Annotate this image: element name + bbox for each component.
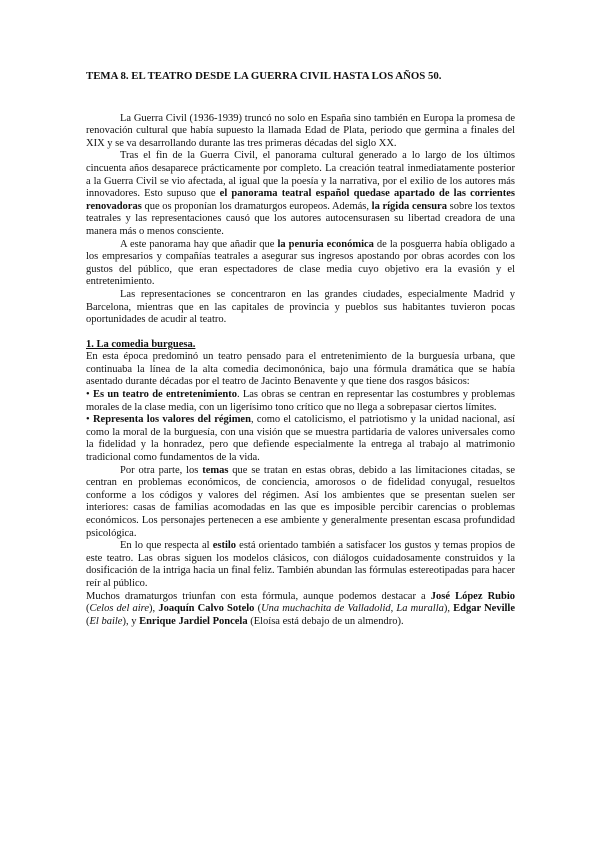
text-run: A este panorama hay que añadir que	[120, 238, 278, 250]
intro-paragraph-3	[86, 239, 515, 289]
section-paragraph-1: En esta época predominó un teatro pensado para el entretenimiento de la burguesía urbana, que continuaba la línea de la alta comedia decimonónica, bajo una fórmula dramática que se había asentado durante décadas por el teatro de Jacinto Benavente y que tiene dos rasgos básicos:	[86, 351, 515, 388]
text-run: (	[86, 615, 90, 627]
work-title: Celos del aire	[89, 603, 150, 615]
author-name: Enrique Jardiel Poncela	[139, 615, 248, 627]
bullet-marker: •	[86, 414, 93, 426]
section-paragraph-4	[86, 591, 515, 629]
bold-phrase: la rígida censura	[371, 200, 447, 212]
section-paragraph-2	[86, 465, 515, 541]
text-run: ),	[443, 603, 454, 615]
text-run: Muchos dramaturgos triunfan con esta fórmula, aunque podemos destacar a	[86, 590, 431, 602]
text-run: que se tratan en estas obras, debido a las limitaciones citadas, se centran en problemas económicos, de conciencia, amorosos o de fidelidad conyugal, resueltos conforme a los códigos y valores del régimen. Así los ambientes que se presentan suelen ser interiores: casas de familias acomodadas en las que es imposible percibir carencias o problemas económicos. Los personajes pertenecen a ese ambiente y generalmente presentan escasa profundidad psicológica.	[86, 464, 515, 539]
intro-paragraph-2	[86, 150, 515, 238]
intro-paragraph-4: Las representaciones se concentraron en las grandes ciudades, especialmente Madrid y Barcelona, mientras que en las capitales de provincia y pueblos sus habitantes tuvieron pocas oportunidades de acudir al teatro.	[86, 288, 515, 326]
text-run: Tras el fin de la Guerra Civil, el panorama cultural generado a lo largo de los últimos cincuenta años desaparece prácticamente por completo. La creación teatral inmediatamente posterior a la Guerra Civil se vio afectada, al igual que la poesía y la narrativa, por el exilio de los autores más innovadores. Esto supuso que	[86, 150, 515, 200]
bold-phrase: Representa los valores del régimen	[92, 414, 251, 426]
text-run: (	[86, 603, 90, 615]
text-run: (	[254, 603, 262, 615]
bold-phrase: la penuria económica	[277, 238, 374, 250]
section-paragraph-3	[86, 540, 515, 590]
text-run: Por otra parte, los	[120, 464, 203, 476]
author-name: José López Rubio	[430, 590, 516, 602]
text-run: , como el catolicismo, el patriotismo y la unidad nacional, así como la moral de la burguesía, con una visión que se muestra partidaria de valores universales como la fidelidad y la honradez, pero que defiende especialmente la entrega al trabajo al matrimonio tradicional como fundamentos de la vida.	[86, 414, 515, 464]
text-run: está orientado también a satisfacer los gustos y temas propios de este teatro. Las obras siguen los modelos clásicos, con diálogos cuidadosamente construidos y la dosificación de la intriga hacia un final feliz. También abundan las fórmulas estereotipadas para hacer reír al público.	[86, 540, 515, 589]
work-title: La muralla	[396, 603, 444, 615]
text-run: que os proponían los dramaturgos europeos. Además,	[141, 200, 372, 212]
intro-paragraph-1: La Guerra Civil (1936-1939) truncó no solo en España sino también en Europa la promesa de renovación cultural que había supuesto la llamada Edad de Plata, periodo que germina a finales del XIX y se va desarrollando durante las tres primeras décadas del siglo XX.	[86, 112, 515, 149]
author-name: Edgar Neville	[453, 603, 516, 615]
text-run: (Eloísa está debajo de un almendro).	[247, 615, 404, 627]
bold-phrase: el panorama teatral español quedase apartado de las corrientes renovadoras	[86, 188, 515, 212]
document-body	[86, 70, 515, 628]
work-title: Una muchachita de Valladolid	[261, 603, 391, 615]
text-run: ),	[149, 603, 159, 615]
page-title: TEMA 8. EL TEATRO DESDE LA GUERRA CIVIL HASTA LOS AÑOS 50.	[86, 70, 442, 82]
bullet-item-2	[86, 414, 515, 464]
bold-phrase: Es un teatro de entretenimiento	[92, 389, 237, 401]
bold-phrase: estilo	[212, 540, 237, 552]
text-run: ,	[390, 603, 397, 615]
text-run: de la posguerra había obligado a los empresarios y compañías teatrales a asegurar sus ingresos apostando por obras acordes con los gustos del público, que eran espectadores de clase media cuyo objetivo era la evasión y el entretenimiento.	[86, 238, 515, 288]
text-run: ), y	[122, 615, 140, 627]
author-name: Joaquín Calvo Sotelo	[158, 603, 255, 615]
section-heading: 1. La comedia burguesa.	[86, 338, 196, 350]
bullet-item-1	[86, 389, 515, 414]
bold-phrase: temas	[202, 464, 229, 476]
bullet-marker: •	[86, 389, 93, 401]
text-run: En lo que respecta al	[120, 540, 213, 552]
text-run: sobre los textos teatrales y las representaciones causó que los autores autocensurasen su libertad creadora de una manera más o menos consciente.	[86, 200, 516, 237]
work-title: El baile	[89, 615, 123, 627]
text-run: . Las obras se centran en representar las costumbres y problemas morales de la clase media, con un ligerísimo tono crítico que no llega a sobrepasar ciertos límites.	[86, 389, 515, 413]
